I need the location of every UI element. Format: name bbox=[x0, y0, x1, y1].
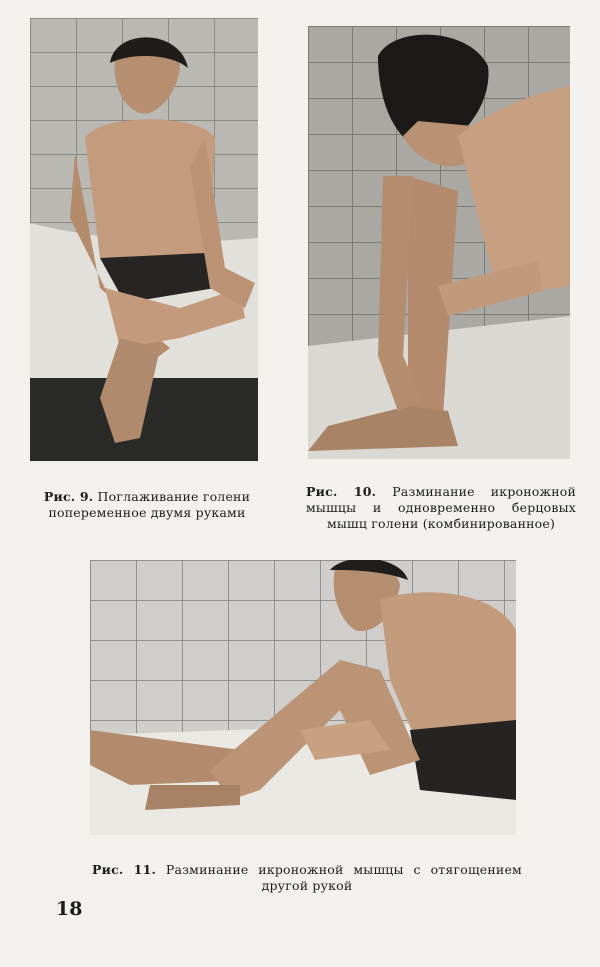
figure-11-number: Рис. 11. bbox=[92, 862, 157, 877]
figure-9-caption bbox=[34, 489, 260, 521]
figure-9-photo bbox=[30, 18, 258, 461]
figure-11-caption bbox=[92, 862, 522, 894]
page-number: 18 bbox=[56, 898, 83, 920]
figure-11-caption-text: Разминание икроножной мышцы с отягощением другой рукой bbox=[165, 862, 522, 893]
figure-10-caption-text: Разминание икроножной мышцы и одновременно берцовых мышц голени (комбинированное) bbox=[306, 484, 576, 531]
figure-10-caption bbox=[306, 484, 576, 532]
figure-11-photo bbox=[90, 560, 516, 835]
figure-10-photo bbox=[308, 26, 570, 459]
figure-9-caption-text: Поглаживание голени попеременное двумя руками bbox=[48, 489, 251, 520]
figure-9-number: Рис. 9. bbox=[43, 489, 94, 504]
figure-10-number: Рис. 10. bbox=[306, 484, 377, 499]
